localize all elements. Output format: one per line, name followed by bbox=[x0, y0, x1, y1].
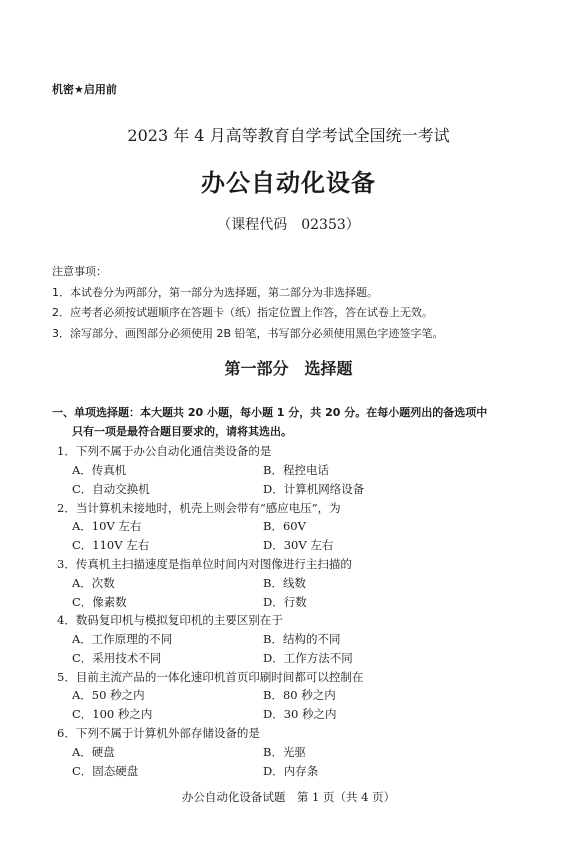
option-c: C．像素数 bbox=[72, 595, 127, 609]
option-b: B．线数 bbox=[263, 576, 306, 590]
option-b: B．结构的不同 bbox=[263, 632, 341, 646]
option-d: D．内存条 bbox=[263, 764, 319, 778]
question-stem: 3．传真机主扫描速度是指单位时间内对图像进行主扫描的 bbox=[57, 557, 352, 571]
option-a: A．传真机 bbox=[72, 463, 127, 477]
option-d: D．计算机网络设备 bbox=[263, 482, 365, 496]
option-b: B．80 秒之内 bbox=[263, 688, 336, 702]
question-stem: 2．当计算机未接地时，机壳上则会带有“感应电压”，为 bbox=[57, 501, 341, 515]
subject-title: 办公自动化设备 bbox=[201, 169, 376, 197]
question-stem: 5．目前主流产品的一体化速印机首页印刷时间都可以控制在 bbox=[57, 670, 364, 684]
confidential-label: 机密★启用前 bbox=[52, 83, 117, 96]
question-stem: 6．下列不属于计算机外部存储设备的是 bbox=[57, 726, 260, 740]
notice-item: 2．应考者必须按试题顺序在答题卡（纸）指定位置上作答，答在试卷上无效。 bbox=[52, 306, 433, 319]
part-title: 第一部分 选择题 bbox=[224, 359, 353, 378]
option-a: A．次数 bbox=[72, 576, 115, 590]
option-c: C．采用技术不同 bbox=[72, 651, 162, 665]
option-c: C．110V 左右 bbox=[72, 538, 150, 552]
option-a: A．50 秒之内 bbox=[72, 688, 145, 702]
section-heading-line2: 只有一项是最符合题目要求的，请将其选出。 bbox=[72, 425, 292, 438]
option-b: B．光驱 bbox=[263, 745, 306, 759]
section-heading: 一、单项选择题：本大题共 20 小题，每小题 1 分，共 20 分。在每小题列出的备选项中 bbox=[52, 406, 488, 419]
notice-item: 3．涂写部分、画图部分必须使用 2B 铅笔，书写部分必须使用黑色字迹签字笔。 bbox=[52, 327, 444, 340]
exam-title: 2023 年 4 月高等教育自学考试全国统一考试 bbox=[127, 126, 450, 145]
option-a: A．硬盘 bbox=[72, 745, 115, 759]
option-c: C．100 秒之内 bbox=[72, 707, 153, 721]
option-c: C．固态硬盘 bbox=[72, 764, 139, 778]
option-d: D．行数 bbox=[263, 595, 307, 609]
course-code: （课程代码 02353） bbox=[217, 217, 360, 233]
page-footer: 办公自动化设备试题 第 1 页（共 4 页） bbox=[181, 790, 396, 804]
question-stem: 1．下列不属于办公自动化通信类设备的是 bbox=[57, 444, 272, 458]
notice-heading: 注意事项： bbox=[52, 265, 107, 278]
option-a: A．10V 左右 bbox=[72, 519, 142, 533]
option-c: C．自动交换机 bbox=[72, 482, 150, 496]
question-stem: 4．数码复印机与模拟复印机的主要区别在于 bbox=[57, 613, 283, 627]
option-a: A．工作原理的不同 bbox=[72, 632, 173, 646]
notice-item: 1．本试卷分为两部分，第一部分为选择题，第二部分为非选择题。 bbox=[52, 286, 378, 299]
option-d: D．30V 左右 bbox=[263, 538, 334, 552]
option-b: B．程控电话 bbox=[263, 463, 329, 477]
option-d: D．工作方法不同 bbox=[263, 651, 353, 665]
option-b: B．60V bbox=[263, 519, 306, 533]
option-d: D．30 秒之内 bbox=[263, 707, 337, 721]
